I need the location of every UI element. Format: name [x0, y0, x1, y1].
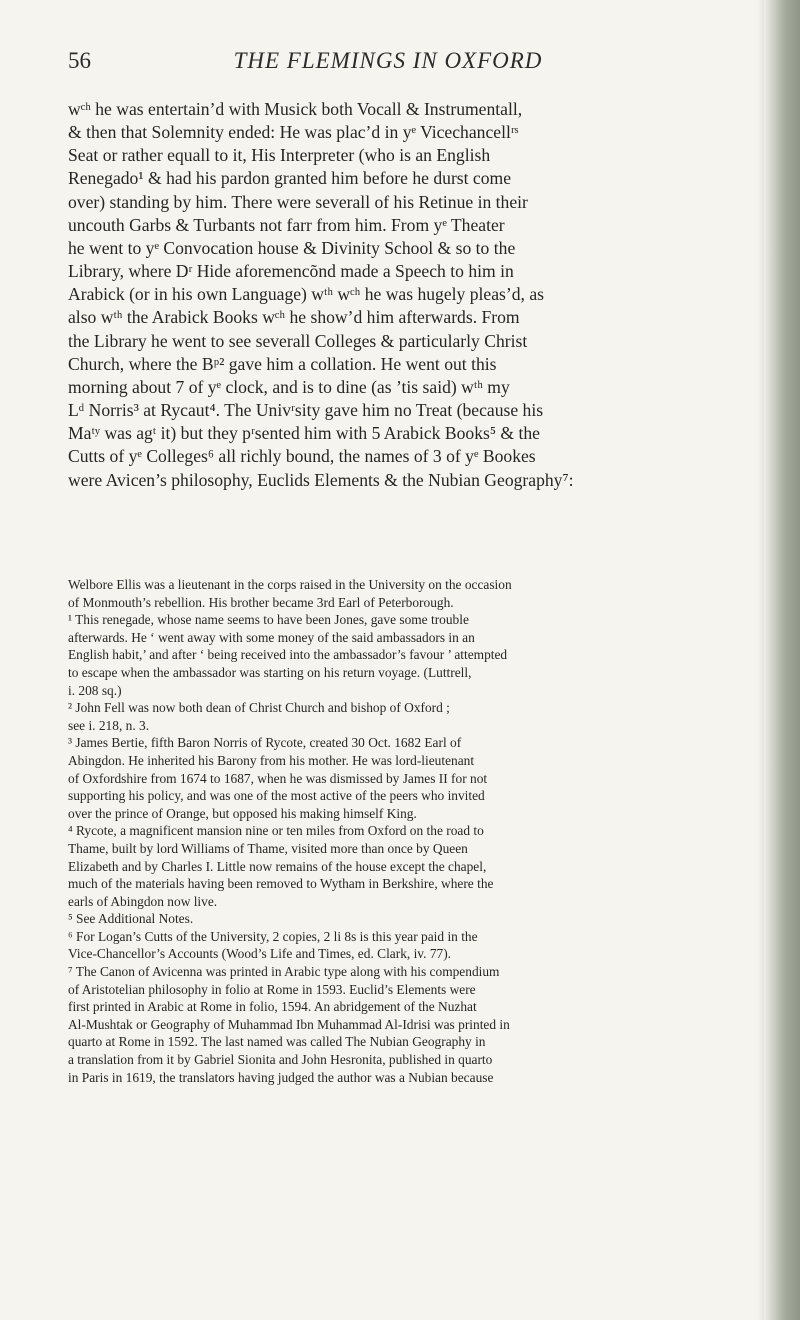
footnote-line: ² John Fell was now both dean of Christ Church and bishop of Oxford ;: [68, 700, 450, 716]
footnote-line: Elizabeth and by Charles I. Little now remains of the house except the chapel,: [68, 858, 487, 874]
footnote-line: ⁴ Rycote, a magnificent mansion nine or ten miles from Oxford on the road to: [68, 823, 484, 839]
body-line: morning about 7 of yᵉ clock, and is to dine (as ’tis said) wᵗʰ my: [68, 376, 510, 397]
body-line: Arabick (or in his own Language) wᵗʰ wᶜʰ he was hugely pleas’d, as: [68, 284, 544, 305]
footnote-line: ⁶ For Logan’s Cutts of the University, 2 copies, 2 li 8s is this year paid in the: [68, 928, 478, 944]
footnote-line: Al-Mushtak or Geography of Muhammad Ibn Muhammad Al-Idrisi was printed in: [68, 1016, 510, 1032]
footnote-line: of Monmouth’s rebellion. His brother became 3rd Earl of Peterborough.: [68, 594, 454, 610]
footnote-line: to escape when the ambassador was starting on his return voyage. (Luttrell,: [68, 664, 472, 680]
footnote-line: quarto at Rome in 1592. The last named was called The Nubian Geography in: [68, 1034, 486, 1050]
footnote-line: Vice-Chancellor’s Accounts (Wood’s Life and Times, ed. Clark, iv. 77).: [68, 946, 452, 962]
footnote-line: ⁵ See Additional Notes.: [68, 911, 194, 927]
body-line: uncouth Garbs & Turbants not farr from him. From yᵉ Theater: [68, 214, 505, 235]
footnote-line: supporting his policy, and was one of the most active of the peers who invited: [68, 788, 485, 804]
footnote-line: ³ James Bertie, fifth Baron Norris of Rycote, created 30 Oct. 1682 Earl of: [68, 735, 462, 751]
body-line: wᶜʰ he was entertain’d with Musick both Vocall & Instrumentall,: [68, 99, 523, 119]
body-line: Library, where Dʳ Hide aforemencõnd made a Speech to him in: [68, 261, 514, 282]
page-number: 56: [68, 48, 91, 73]
body-line: Church, where the Bᵖ² gave him a collation. He went out this: [68, 353, 497, 374]
footnote-line: ¹ This renegade, whose name seems to have been Jones, gave some trouble: [68, 612, 469, 628]
body-line: were Avicen’s philosophy, Euclids Elements & the Nubian Geography⁷:: [68, 469, 574, 490]
body-line: the Library he went to see severall Colleges & particularly Christ: [68, 330, 528, 351]
body-line: Maᵗʸ was agᵗ it) but they pʳsented him with 5 Arabick Books⁵ & the: [68, 423, 540, 444]
footnote-line: first printed in Arabic at Rome in folio, 1594. An abridgement of the Nuzhat: [68, 999, 477, 1015]
footnote-line: i. 208 sq.): [68, 682, 122, 698]
footnote-line: Abingdon. He inherited his Barony from his mother. He was lord-lieutenant: [68, 752, 475, 768]
footnote-line: English habit,’ and after ‘ being received into the ambassador’s favour ’ attempted: [68, 647, 508, 663]
body-line: Renegado¹ & had his pardon granted him before he durst come: [68, 168, 512, 189]
footnote-line: ⁷ The Canon of Avicenna was printed in Arabic type along with his compendium: [68, 964, 500, 980]
footnotes: [68, 576, 714, 1086]
body-line: Lᵈ Norris³ at Rycaut⁴. The Univʳsity gave him no Treat (because his: [68, 400, 544, 421]
running-head: THE FLEMINGS IN OXFORD: [233, 48, 543, 73]
footnote-line: in Paris in 1619, the translators having judged the author was a Nubian because: [68, 1069, 494, 1085]
footnote-line: of Aristotelian philosophy in folio at Rome in 1593. Euclid’s Elements were: [68, 981, 476, 997]
footnote-line: much of the materials having been removed to Wytham in Berkshire, where the: [68, 876, 494, 892]
page-header: [68, 48, 708, 88]
body-line: over) standing by him. There were severall of his Retinue in their: [68, 191, 528, 212]
main-text: [68, 98, 712, 492]
page-edge: [764, 0, 800, 1320]
footnote-line: a translation from it by Gabriel Sionita and John Hesronita, published in quarto: [68, 1052, 493, 1068]
footnote-line: Welbore Ellis was a lieutenant in the corps raised in the University on the occasion: [68, 577, 512, 592]
footnotes-block: [68, 576, 714, 1086]
main-paragraph: [68, 98, 712, 492]
body-line: also wᵗʰ the Arabick Books wᶜʰ he show’d him afterwards. From: [68, 307, 520, 328]
body-line: & then that Solemnity ended: He was plac’d in yᵉ Vicechancellʳˢ: [68, 122, 519, 143]
footnote-line: afterwards. He ‘ went away with some money of the said ambassadors in an: [68, 629, 475, 645]
footnote-line: over the prince of Orange, but opposed his making himself King.: [68, 805, 417, 821]
body-line: Cutts of yᵉ Colleges⁶ all richly bound, the names of 3 of yᵉ Bookes: [68, 446, 536, 467]
body-line: he went to yᵉ Convocation house & Divinity School & so to the: [68, 237, 516, 258]
footnote-line: of Oxfordshire from 1674 to 1687, when he was dismissed by James II for not: [68, 770, 488, 786]
footnote-line: Thame, built by lord Williams of Thame, visited more than once by Queen: [68, 840, 468, 856]
body-line: Seat or rather equall to it, His Interpreter (who is an English: [68, 145, 491, 166]
footnote-line: see i. 218, n. 3.: [68, 717, 150, 733]
footnote-line: earls of Abingdon now live.: [68, 893, 218, 909]
